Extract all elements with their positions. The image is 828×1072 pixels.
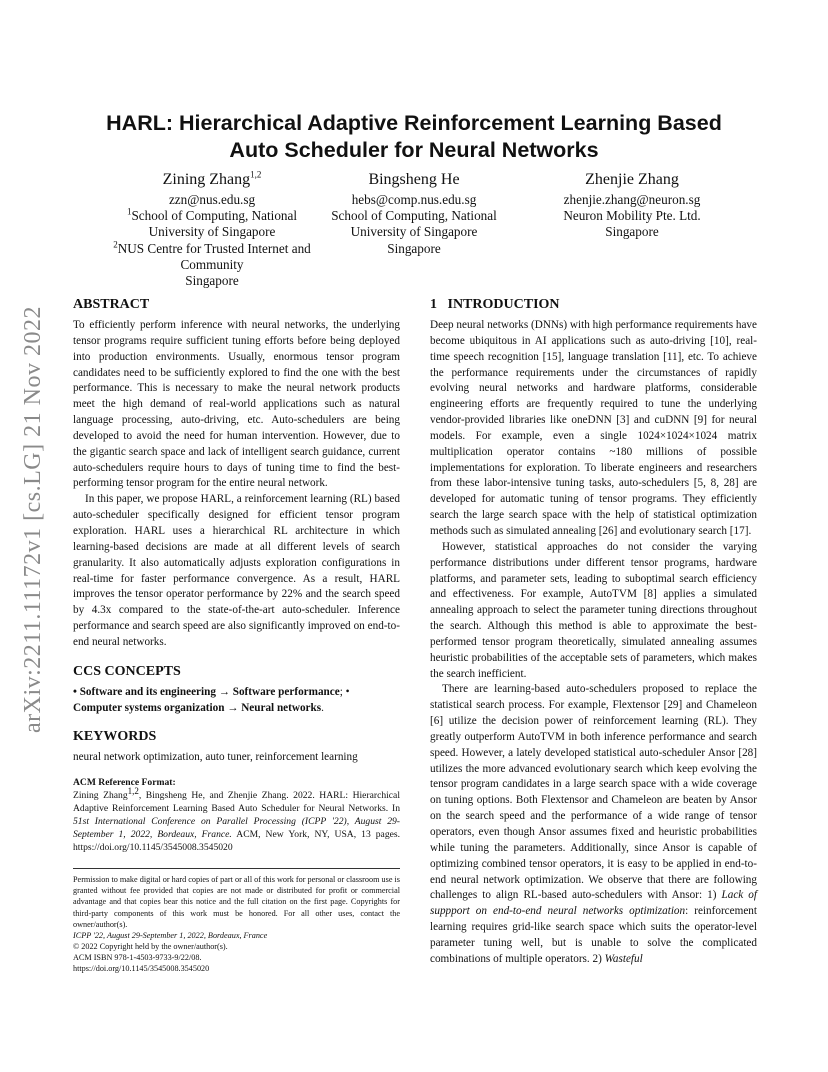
acm-reference-heading: ACM Reference Format:: [73, 777, 176, 789]
intro-paragraph: There are learning-based auto-schedulers proposed to replace the statistical search process. For example, Flextensor [29] and Chameleon [6] utilize the decision power of reinforcement learning (RL). They greatly outperform AutoTVM in both inference performance and search speed. However, a lately developed statistical auto-scheduler Ansor [28] utilizes the more advanced evolutionary search which keep evolving the tensor program candidates in a large search space with a wide coverage on tuning options. Both Flextensor and Chameleon are beaten by Ansor on the search speed and the performance of a wide range of tensor operators, even though Ansor assumes fixed and heuristic probabilities while tuning the parameters. Additionally, since Ansor is capable of optimizing combined tensor operators, it is easy to be applied in end-to-end neural network optimization. We observe that there are following challenges to align RL-based auto-schedulers with Ansor: 1) Lack of suppport on end-to-end neural networks optimization: reinforcement learning requires grid-like search space which suits the operator-level parameter tuning well, but is unable to solve the complicated combinations of multiple operators. 2) Wasteful: [430, 683, 758, 965]
author-3: [522, 170, 742, 241]
ccs-heading: CCS CONCEPTS: [73, 663, 181, 679]
author-email: zzn@nus.edu.sg: [168, 192, 256, 207]
intro-paragraph: However, statistical approaches do not consider the varying performance distributions under different tensor programs, hardware platforms, and parameter sets, leading to suboptimal search efficiency and effectiveness. For example, AutoTVM [8] applies a simulated annealing approach to select the parameter tuning directions throughout the search. Although this method is able to approximate the best-performed tensor program theoretically, simulated annealing assumes heuristic probabilities of the acceptable sets of parameters, which makes the search inefficient.: [430, 540, 757, 680]
author-affiliation: $^1$School of Computing, National: [126, 206, 298, 224]
author-email: zhenjie.zhang@neuron.sg: [563, 192, 701, 207]
permission-notice: Permission to make digital or hard copies of part or all of this work for personal or classroom use is granted without fee provided that copies are not made or distributed for profit or commercial advantage and that copies bear this notice and the full citation on the first page. Copyrights for third-party components of this work must be honored. For all other uses, contact the owner/author(s).: [73, 875, 400, 929]
author-affiliation: Community: [180, 256, 244, 272]
author-name: Bingsheng He: [368, 171, 460, 188]
acm-reference-text: Zining Zhang$^{1,2}$, Bingsheng He, and Zhenjie Zhang. 2022. HARL: Hierarchical Adaptive Reinforcement Learning Based Auto Scheduler for Neural Networks. In 51st International Conference on Parallel Processing (ICPP '22), August 29-September 1, 2022, Bordeaux, France. ACM, New York, NY, USA, 13 pages. https://doi.org/10.1145/3545008.3545020: [73, 786, 401, 854]
arxiv-stamp: arXiv:2211.11172v1 [cs.LG] 21 Nov 2022: [20, 306, 46, 734]
left-column: [73, 296, 400, 974]
author-2: [304, 170, 524, 257]
footnote-rule: [73, 868, 400, 869]
introduction-heading: 1 INTRODUCTION: [430, 297, 560, 312]
abstract-paragraph: To efficiently perform inference with neural networks, the underlying tensor programs require sufficient tuning efforts before being deployed into production environments. Usually, enormous tensor program candidates need to be sufficiently explored to find the one with the best performance. This is necessary to make the neural network products meet the high demand of real-world applications such as natural language processing, auto-driving, etc. Auto-schedulers are being developed to avoid the need for human intervention. However, due to the gigantic search space and lack of intelligent search guidance, current auto-schedulers require hours to days of tuning time to find the best-performing tensor program for the entire neural network.: [73, 319, 400, 490]
copyright-line: © 2022 Copyright held by the owner/author(s).: [73, 941, 228, 951]
abstract-paragraph: In this paper, we propose HARL, a reinforcement learning (RL) based auto-scheduler specifically designed for efficient tensor program exploration. HARL uses a hierarchical RL architecture in which learning-based decisions are made at all different levels of search granularity. It also automatically adjusts exploration configurations in real-time for faster performance convergence. As a result, HARL improves the tensor operator performance by 22% and the search speed by 4.3x compared to the state-of-the-art auto-scheduler. Inference performance and search speed are also significantly improved on end-to-end neural networks.: [73, 493, 400, 648]
author-affiliation: University of Singapore: [350, 224, 478, 240]
author-email: hebs@comp.nus.edu.sg: [351, 192, 477, 207]
ccs-concepts: • Software and its engineering → Software performance; • Computer systems organization → Neural networks.: [73, 685, 350, 714]
keywords-text: neural network optimization, auto tuner, reinforcement learning: [73, 751, 358, 764]
intro-paragraph: Deep neural networks (DNNs) with high performance requirements have become ubiquitous in AI applications such as auto-driving [10], real-time speech recognition [15], language translation [11], etc. To achieve the performance requirements under the circumstances of rapidly evolving neural networks and hardware platforms, considerable engineering efforts are frequently required to tune the underlying vendor-provided libraries like oneDNN [3] and cuDNN [9] for neural models. For example, even a single 1024×1024×1024 matrix multiplication operator contains ~180 millions of possible implementations for exploration. To liberate engineers and researchers from these labor-intensive tuning tasks, auto-schedulers [5, 8, 28] are developed for automatic tuning of tensor programs. They efficiently search the large search space with the help of statistical optimization methods such as simulated annealing [26] and evolutionary search [17].: [430, 319, 757, 537]
conference-venue: ICPP '22, August 29-September 1, 2022, Bordeaux, France: [73, 930, 268, 940]
author-affiliation: School of Computing, National: [331, 208, 497, 224]
author-location: Singapore: [605, 224, 659, 240]
author-location: Singapore: [185, 273, 239, 289]
right-column: [430, 296, 757, 968]
author-name: Zining Zhang$^{1,2}$: [162, 169, 262, 188]
paper-title: [60, 110, 768, 164]
author-name: Zhenjie Zhang: [585, 171, 679, 188]
title-line-2: Auto Scheduler for Neural Networks: [229, 138, 599, 162]
author-affiliation: University of Singapore: [148, 224, 276, 240]
title-line-1: HARL: Hierarchical Adaptive Reinforcement Learning Based: [106, 111, 722, 135]
author-1: [102, 170, 322, 289]
doi-link[interactable]: https://doi.org/10.1145/3545008.3545020: [73, 964, 210, 973]
isbn-line: ACM ISBN 978-1-4503-9733-9/22/08.: [73, 952, 202, 962]
author-affiliation: $^2$NUS Centre for Trusted Internet and: [113, 239, 311, 256]
abstract-heading: ABSTRACT: [73, 297, 150, 312]
author-affiliation: Neuron Mobility Pte. Ltd.: [563, 208, 701, 224]
author-location: Singapore: [387, 240, 441, 256]
keywords-heading: KEYWORDS: [73, 729, 157, 745]
